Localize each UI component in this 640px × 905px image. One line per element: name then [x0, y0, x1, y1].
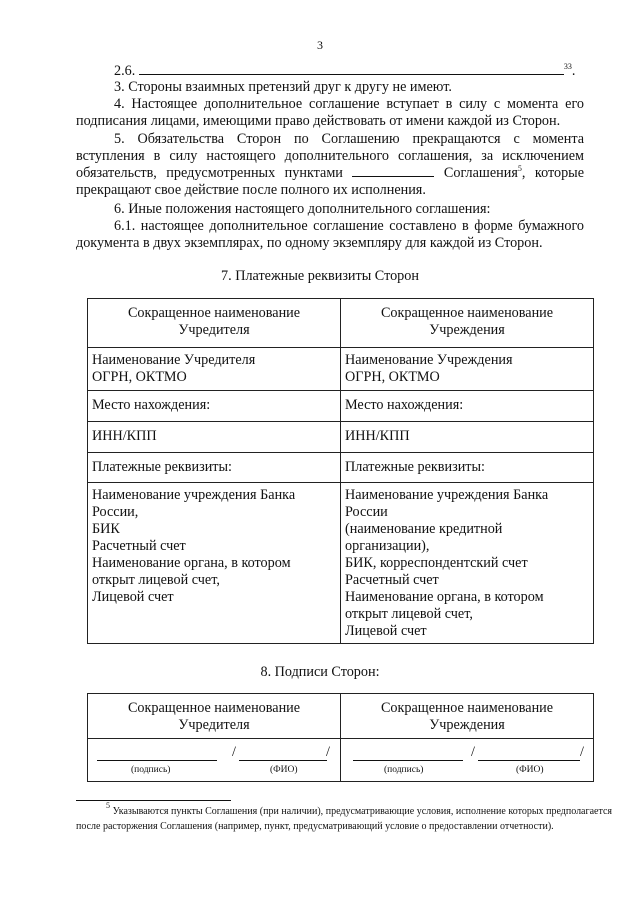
- paragraph-6-1: 6.1. настоящее дополнительное соглашение составлено в форме бумажного документа в двух экземплярах, по одному экземпляру для каждой из Сторон.: [76, 218, 584, 251]
- cell-institution-location: Место нахождения:: [341, 391, 594, 422]
- paragraph-6: 6. Иные положения настоящего дополнительного соглашения:: [114, 201, 491, 217]
- cell-founder-name: Наименование Учредителя ОГРН, ОКТМО: [88, 348, 341, 391]
- footnote-ref-5: 5: [517, 164, 522, 174]
- institution-signature-line: [353, 760, 463, 761]
- payment-details-table: [87, 298, 594, 644]
- founder-slash-end: /: [326, 744, 330, 760]
- paragraph-5-part3: , которые прекращают свое действие после полного их исполнения.: [76, 165, 585, 199]
- paragraph-4: 4. Настоящее дополнительное соглашение вступает в силу с момента его подписания лицами, имеющими право действовать от имени каждой из Сторон.: [76, 96, 584, 129]
- cell-institution-bank-details: Наименование учреждения Банка России (наименование кредитной организации), БИК, корреспондентский счет Расчетный счет Наименование органа, в котором открыт лицевой счет, Лицевой счет: [341, 483, 594, 644]
- founder-signature-line: [97, 760, 217, 761]
- header-founder: Сокращенное наименование Учредителя: [88, 299, 341, 348]
- founder-fio-line: [239, 760, 327, 761]
- institution-sign-label: (подпись): [384, 765, 424, 775]
- paragraph-5-part2: Соглашения: [434, 165, 518, 182]
- footnote-ref-33: 33: [563, 62, 572, 71]
- cell-founder-inn: ИНН/КПП: [88, 422, 341, 453]
- cell-institution-inn: ИНН/КПП: [341, 422, 594, 453]
- institution-fio-label: (ФИО): [516, 765, 544, 775]
- paragraph-3: 3. Стороны взаимных претензий друг к другу не имеют.: [114, 79, 452, 95]
- institution-slash: /: [471, 744, 475, 760]
- footnote-number: 5: [106, 801, 110, 810]
- footnote: [76, 801, 613, 834]
- founder-slash: /: [232, 744, 236, 760]
- paragraph-5-part1: 5. Обязательства Сторон по Соглашению прекращаются с момента вступления в силу настоящего дополнительного соглашения, за исключением обязательств, предусмотренных пунктами: [76, 131, 584, 182]
- paragraph-5: [76, 131, 584, 199]
- section-8-title: 8. Подписи Сторон:: [260, 664, 380, 680]
- header-institution: Сокращенное наименование Учреждения: [341, 299, 594, 348]
- footnote-text: Указываются пункты Соглашения (при наличии), предусматривающие условия, исполнение которых предполагается после расторжения Соглашения (например, пункт, предусматривающий условие о предоставлении отчетности).: [76, 806, 613, 832]
- cell-founder-bank-details: Наименование учреждения Банка России, БИК Расчетный счет Наименование органа, в котором открыт лицевой счет, Лицевой счет: [88, 483, 341, 644]
- item-2-6: [114, 62, 594, 80]
- footnote-separator: [76, 800, 231, 801]
- institution-fio-line: [478, 760, 580, 761]
- item-2-6-blank: [139, 62, 564, 75]
- item-2-6-label: 2.6.: [114, 63, 136, 79]
- sign-header-founder: Сокращенное наименование Учредителя: [88, 694, 341, 739]
- page-number: 3: [317, 38, 323, 52]
- section-7-title: 7. Платежные реквизиты Сторон: [221, 268, 419, 284]
- cell-institution-name: Наименование Учреждения ОГРН, ОКТМО: [341, 348, 594, 391]
- item-2-6-tail: .: [571, 63, 576, 79]
- sign-header-institution: Сокращенное наименование Учреждения: [341, 694, 594, 739]
- cell-founder-payment-label: Платежные реквизиты:: [88, 453, 341, 483]
- founder-sign-label: (подпись): [131, 765, 171, 775]
- founder-fio-label: (ФИО): [270, 765, 298, 775]
- institution-slash-end: /: [580, 744, 584, 760]
- paragraph-5-blank: [352, 164, 434, 177]
- cell-founder-location: Место нахождения:: [88, 391, 341, 422]
- cell-institution-payment-label: Платежные реквизиты:: [341, 453, 594, 483]
